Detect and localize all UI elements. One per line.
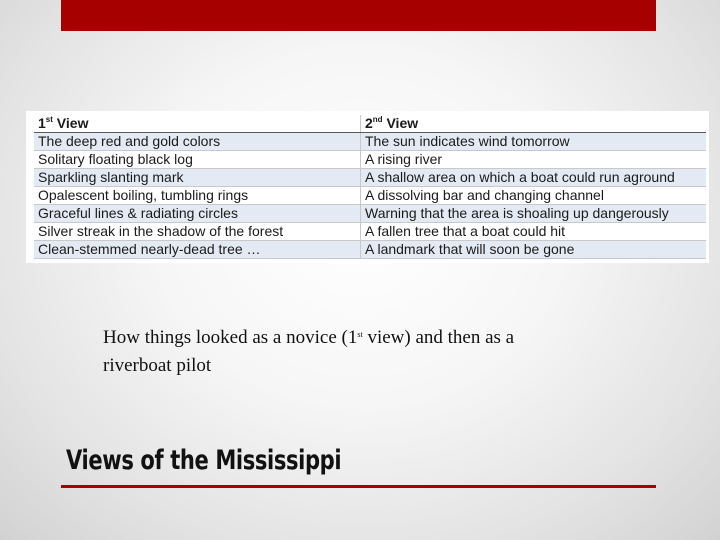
second-view-cell: A landmark that will soon be gone (361, 241, 707, 259)
second-view-cell: Warning that the area is shoaling up dangerously (361, 205, 707, 223)
top-accent-bar (61, 0, 656, 31)
table-row (34, 187, 706, 205)
table-row (34, 169, 706, 187)
first-view-cell: Sparkling slanting mark (34, 169, 361, 187)
first-view-cell: Graceful lines & radiating circles (34, 205, 361, 223)
table-row (34, 223, 706, 241)
slide-caption: How things looked as a novice (1st view) and then as a riverboat pilot (103, 327, 515, 376)
comparison-table-image (26, 111, 709, 263)
table-row (34, 241, 706, 259)
first-view-cell: Solitary floating black log (34, 151, 361, 169)
header-second-view: 2nd View (361, 115, 707, 133)
first-view-cell: The deep red and gold colors (34, 133, 361, 151)
slide-title: Views of the Mississippi (66, 445, 342, 476)
first-view-cell: Clean-stemmed nearly-dead tree … (34, 241, 361, 259)
first-view-cell: Silver streak in the shadow of the forest (34, 223, 361, 241)
table-row (34, 133, 706, 151)
comparison-table (34, 115, 706, 259)
second-view-cell: A shallow area on which a boat could run aground (361, 169, 707, 187)
second-view-cell: A fallen tree that a boat could hit (361, 223, 707, 241)
second-view-cell: The sun indicates wind tomorrow (361, 133, 707, 151)
second-view-cell: A dissolving bar and changing channel (361, 187, 707, 205)
table-row (34, 151, 706, 169)
table-row (34, 205, 706, 223)
title-underline-rule (61, 485, 656, 488)
table-header-row (34, 115, 706, 133)
first-view-cell: Opalescent boiling, tumbling rings (34, 187, 361, 205)
header-first-view: 1st View (34, 115, 361, 133)
second-view-cell: A rising river (361, 151, 707, 169)
